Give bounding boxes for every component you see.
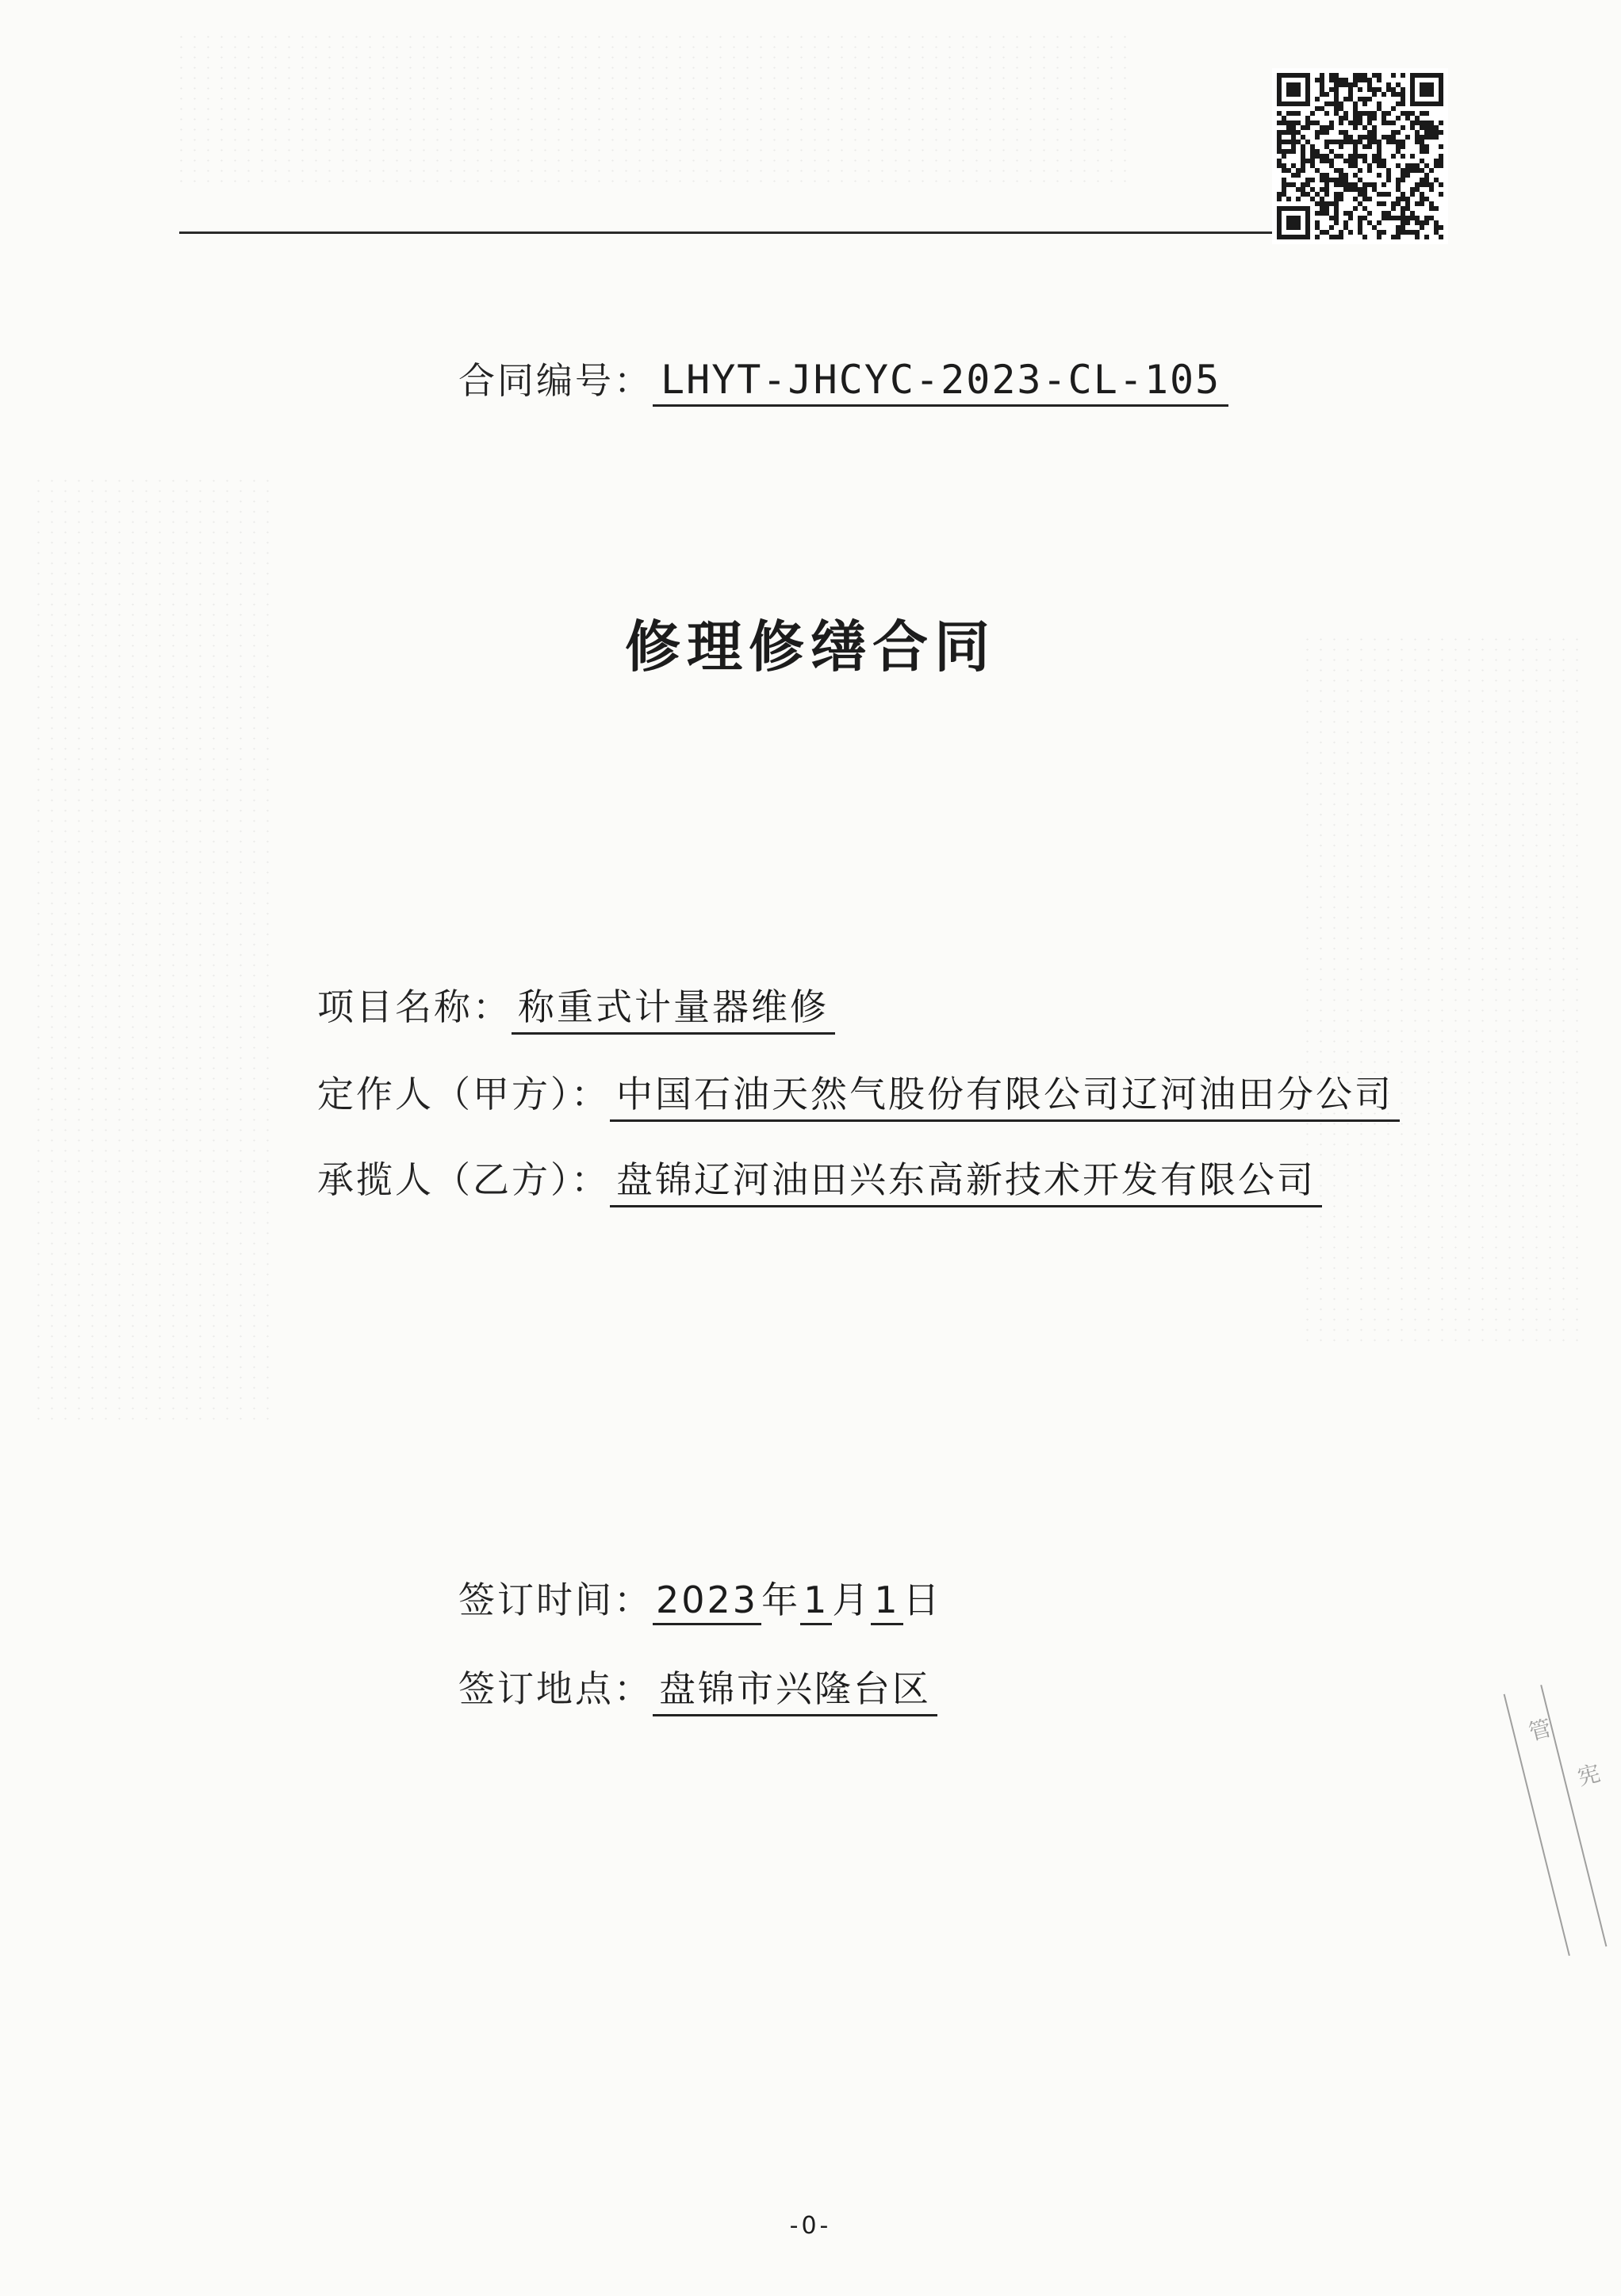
document-title: 修理修缮合同	[625, 614, 996, 679]
header-rule	[179, 232, 1443, 234]
signing-place-line	[458, 1660, 937, 1716]
contract-number-line	[458, 352, 1228, 407]
party-b-value: 盘锦辽河油田兴东高新技术开发有限公司	[610, 1151, 1322, 1207]
signing-date-line	[458, 1571, 942, 1625]
party-b-label: 承揽人（乙方）：	[317, 1158, 610, 1201]
party-a-value: 中国石油天然气股份有限公司辽河油田分公司	[610, 1066, 1400, 1122]
project-name-line	[317, 978, 835, 1035]
project-name-label: 项目名称：	[317, 985, 512, 1028]
day-unit: 日	[902, 1578, 942, 1621]
seam-stamp-text: 管	[1523, 1716, 1554, 1744]
signing-date-label: 签订时间：	[458, 1578, 653, 1621]
seam-stamp	[1494, 1675, 1621, 1958]
signing-month: 1	[800, 1578, 832, 1625]
year-unit: 年	[761, 1578, 801, 1621]
party-a-label: 定作人（甲方）：	[317, 1073, 610, 1115]
project-name-value: 称重式计量器维修	[512, 978, 835, 1035]
signing-place-label: 签订地点：	[458, 1667, 653, 1710]
scan-noise-top	[174, 32, 1126, 190]
party-b-line	[317, 1151, 1322, 1207]
seam-stamp-text: 宪	[1572, 1760, 1604, 1789]
party-a-line	[317, 1066, 1400, 1122]
month-unit: 月	[832, 1578, 872, 1621]
contract-number-label: 合同编号：	[458, 359, 653, 402]
qr-code-icon	[1272, 68, 1448, 244]
page-number: -0-	[789, 2212, 832, 2240]
contract-number-value: LHYT-JHCYC-2023-CL-105	[653, 357, 1228, 407]
signing-year: 2023	[653, 1578, 761, 1625]
signing-day: 1	[871, 1578, 902, 1625]
scan-noise-right	[1301, 634, 1586, 1348]
signing-place-value: 盘锦市兴隆台区	[653, 1660, 937, 1716]
